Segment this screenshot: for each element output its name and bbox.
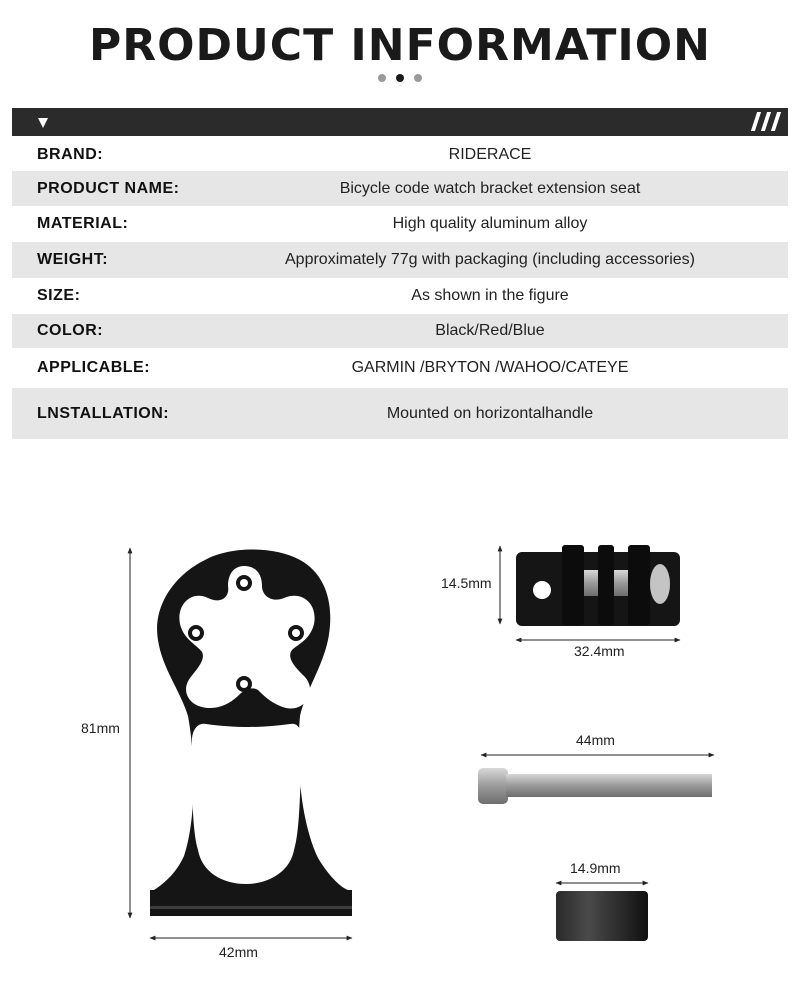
page-title: PRODUCT INFORMATION — [89, 20, 711, 71]
row-label: LNSTALLATION: — [37, 404, 170, 422]
row-value: GARMIN /BRYTON /WAHOO/CATEYE — [351, 359, 629, 376]
info-row-installation — [12, 388, 788, 439]
row-value: High quality aluminum alloy — [392, 215, 588, 232]
row-value: RIDERACE — [448, 145, 532, 163]
product-info-table — [12, 138, 788, 439]
row-label: COLOR: — [37, 322, 104, 339]
row-value: Mounted on horizontalhandle — [386, 404, 594, 422]
row-label: SIZE: — [37, 287, 81, 304]
row-value: Approximately 77g with packaging (including accessories) — [285, 251, 695, 268]
page-dot — [378, 74, 386, 82]
row-label: MATERIAL: — [37, 215, 129, 232]
mount-adapter-illustration — [516, 545, 680, 626]
dimension-mount-height: 14.5mm — [441, 575, 492, 591]
dimension-spacer-width: 14.9mm — [570, 860, 621, 876]
row-value: Bicycle code watch bracket extension seat — [339, 179, 641, 197]
slashes-decoration-icon — [748, 112, 778, 136]
page-dot — [414, 74, 422, 82]
info-row-product-name — [12, 171, 788, 206]
page-indicator — [0, 69, 800, 87]
row-value: As shown in the figure — [411, 287, 569, 304]
info-row-material — [12, 206, 788, 242]
info-row-size — [12, 278, 788, 314]
row-label: PRODUCT NAME: — [37, 179, 180, 197]
dimension-bracket-width: 42mm — [219, 944, 258, 960]
dimension-mount-width: 32.4mm — [574, 643, 625, 659]
info-row-weight — [12, 242, 788, 278]
spacer-illustration — [556, 891, 648, 941]
triangle-down-icon — [38, 118, 48, 128]
bolt-illustration — [478, 768, 712, 804]
dimension-bracket-height: 81mm — [81, 720, 120, 736]
dimension-bolt-length: 44mm — [576, 732, 615, 748]
row-label: WEIGHT: — [37, 251, 109, 268]
row-label: BRAND: — [37, 145, 104, 163]
section-header-bar — [12, 108, 788, 136]
info-row-brand — [12, 138, 788, 171]
row-value: Black/Red/Blue — [435, 322, 545, 339]
info-row-applicable — [12, 348, 788, 388]
page-dot-active — [396, 74, 404, 82]
bracket-illustration — [150, 550, 352, 917]
info-row-color — [12, 314, 788, 348]
row-label: APPLICABLE: — [37, 359, 151, 376]
